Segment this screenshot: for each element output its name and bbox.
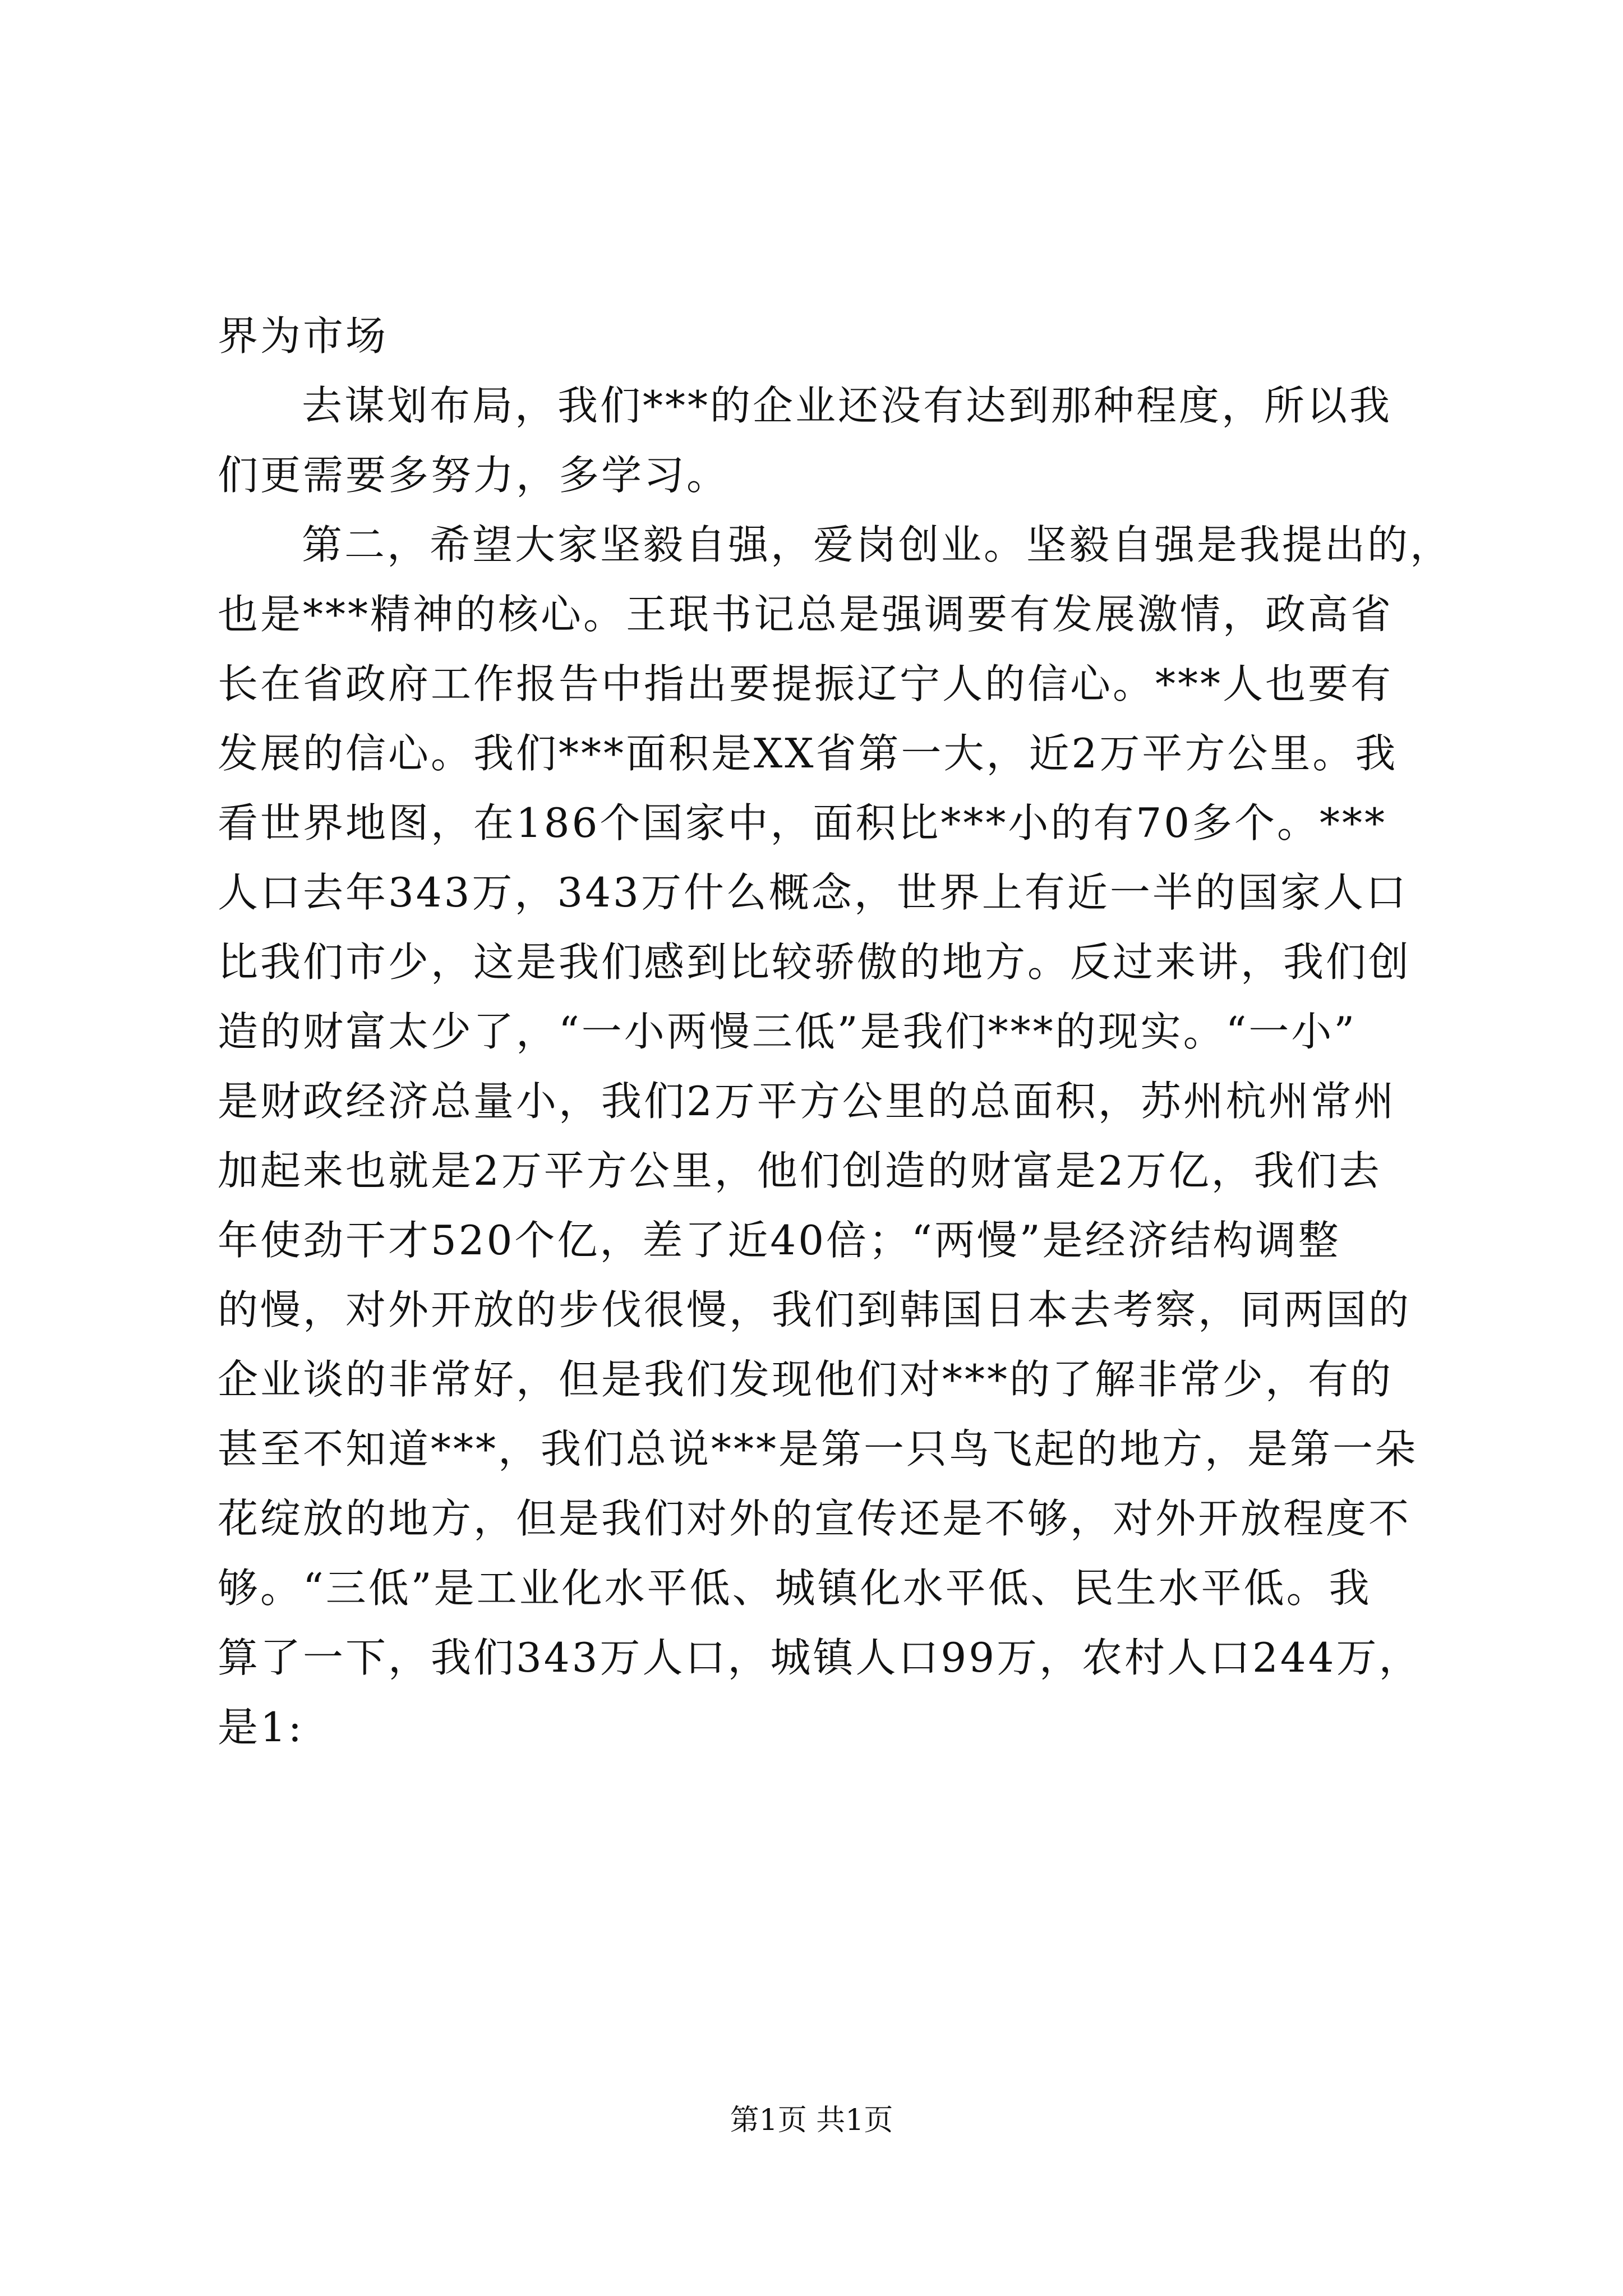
text-line: 是财政经济总量小，我们2万平方公里的总面积，苏州杭州常州 xyxy=(218,1078,1396,1125)
text-line: 是1: xyxy=(218,1704,305,1751)
text-line: 长在省政府工作报告中指出要提振辽宁人的信心。***人也要有 xyxy=(218,660,1394,707)
text-line: 够。“三低”是工业化水平低、城镇化水平低、民生水平低。我 xyxy=(218,1565,1372,1612)
text-line: 发展的信心。我们***面积是XX省第一大，近2万平方公里。我 xyxy=(218,730,1398,777)
page-number-label: 第1页 共1页 xyxy=(730,2104,893,2137)
text-line: 造的财富太少了，“一小两慢三低”是我们***的现实。“一小” xyxy=(218,1008,1357,1055)
text-line: 比我们市少，这是我们感到比较骄傲的地方。反过来讲，我们创 xyxy=(218,938,1412,986)
paragraph-first-line: 第二，希望大家坚毅自强，爱岗创业。坚毅自强是我提出的， xyxy=(302,521,1453,568)
text-line: 界为市场 xyxy=(218,312,389,360)
text-line: 算了一下，我们343万人口，城镇人口99万，农村人口244万， xyxy=(218,1634,1422,1681)
text-line: 也是***精神的核心。王珉书记总是强调要有发展激情，政高省 xyxy=(218,591,1394,638)
text-line: 年使劲干才520个亿，差了近40倍；“两慢”是经济结构调整 xyxy=(218,1217,1341,1264)
paragraph-first-line: 去谋划布局，我们***的企业还没有达到那种程度，所以我 xyxy=(302,382,1393,429)
text-line: 加起来也就是2万平方公里，他们创造的财富是2万亿，我们去 xyxy=(218,1147,1382,1194)
text-line: 人口去年343万，343万什么概念，世界上有近一半的国家人口 xyxy=(218,869,1408,916)
text-line: 的慢，对外开放的步伐很慢，我们到韩国日本去考察，同两国的 xyxy=(218,1286,1412,1333)
text-line: 企业谈的非常好，但是我们发现他们对***的了解非常少，有的 xyxy=(218,1356,1394,1403)
page-footer xyxy=(0,2098,1623,2143)
text-line: 看世界地图，在186个国家中，面积比***小的有70多个。*** xyxy=(218,799,1387,846)
text-line: 花绽放的地方，但是我们对外的宣传还是不够，对外开放程度不 xyxy=(218,1495,1412,1542)
document-body xyxy=(218,301,1453,1762)
text-line: 们更需要多努力，多学习。 xyxy=(218,452,730,499)
text-line: 甚至不知道***，我们总说***是第一只鸟飞起的地方，是第一朵 xyxy=(218,1425,1418,1473)
